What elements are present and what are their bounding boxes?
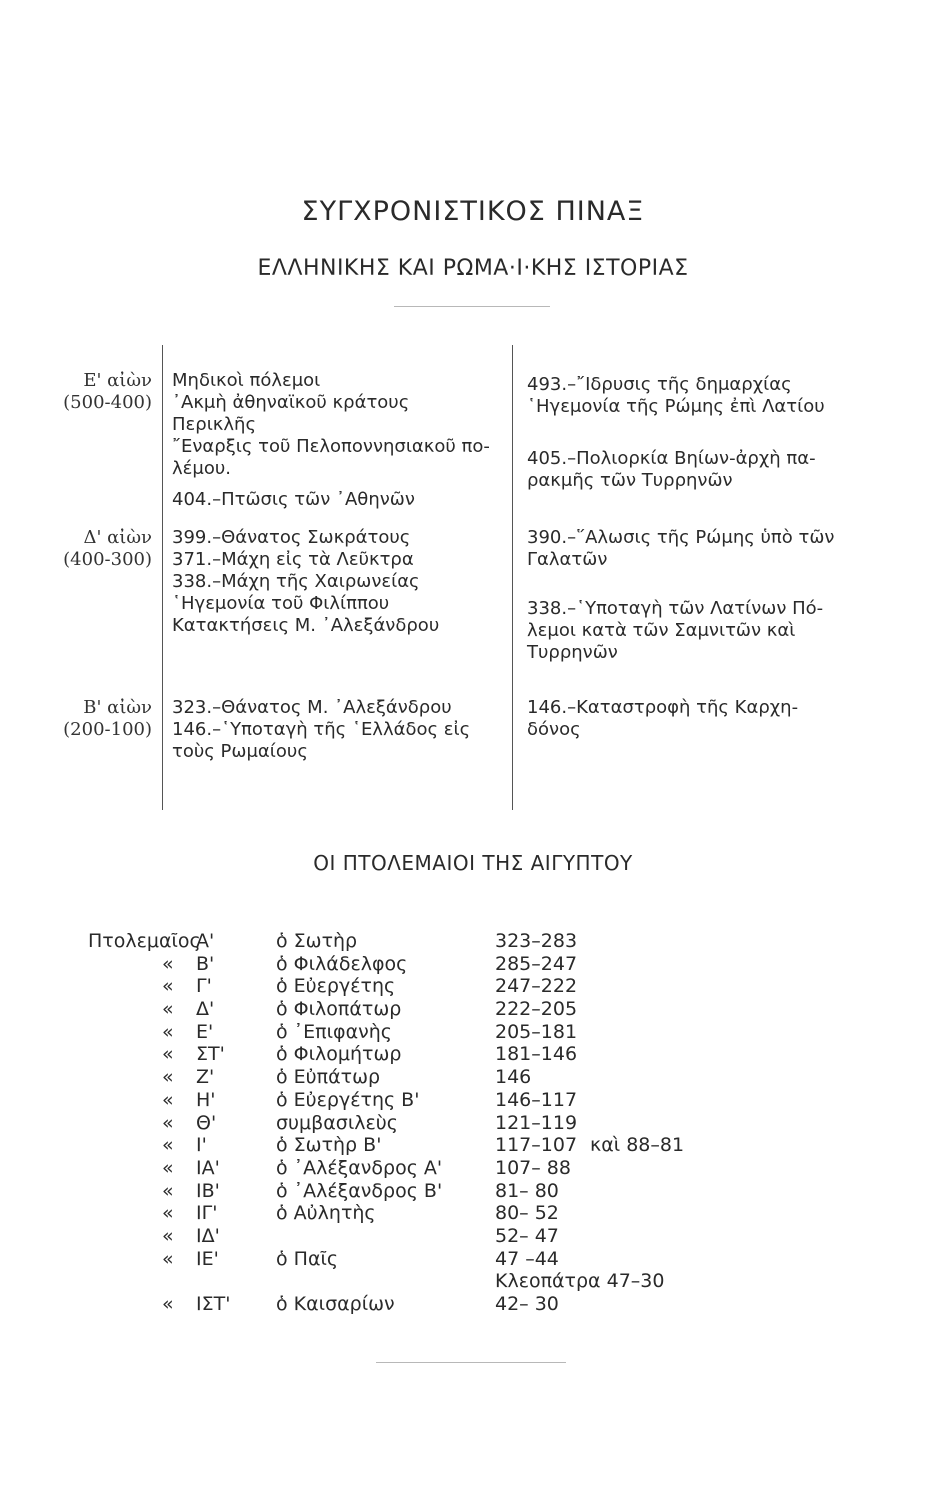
roman-history-line: ῾Ηγεμονία τῆς Ρώμης ἐπὶ Λατίου	[527, 396, 825, 417]
era-line: (500-400)	[63, 392, 152, 413]
ptolemy-epithet: ὁ Καισαρίων	[276, 1293, 395, 1315]
ptolemy-years: 47 –44	[495, 1247, 559, 1270]
ptolemy-years: 121–119	[495, 1111, 578, 1134]
greek-history-line: 371.–Μάχη εἰς τὰ Λεῦκτρα	[172, 549, 414, 570]
ptolemy-epithet: ὁ Αὐλητὴς	[276, 1202, 376, 1225]
greek-history-line: 146.–῾Υποταγὴ τῆς ῾Ελλάδος εἰς	[172, 719, 471, 740]
roman-history-line: ρακμῆς τῶν Τυρρηνῶν	[527, 470, 733, 491]
ditto-mark: «	[162, 1224, 174, 1247]
ptolemy-number: ΙΑ'	[196, 1156, 220, 1179]
ptolemy-number: Γ'	[196, 975, 212, 998]
greek-history-line: τοὺς Ρωμαίους	[172, 741, 308, 762]
ptolemy-years: 146–117	[495, 1088, 578, 1111]
ptolemy-number: ΙΓ'	[196, 1202, 218, 1225]
ptolemy-number: ΙΣΤ'	[196, 1293, 231, 1315]
roman-history-entry	[527, 598, 867, 664]
ptolemy-epithet: συμβασιλεὺς	[276, 1111, 398, 1134]
ptolemy-row	[0, 1043, 946, 1066]
ptolemy-epithet: ὁ Εὐπάτωρ	[276, 1066, 381, 1089]
roman-history-line: 390.–῞Αλωσις τῆς Ρώμης ὑπὸ τῶν	[527, 527, 835, 548]
greek-history-line: ῎Εναρξις τοῦ Πελοποννησιακοῦ πο-	[172, 436, 490, 457]
greek-history-line: λέμου.	[172, 458, 231, 479]
ditto-mark: «	[162, 998, 174, 1021]
ptolemy-row	[0, 1225, 946, 1248]
ptolemy-epithet: ὁ ᾿Επιφανὴς	[276, 1020, 392, 1043]
greek-history-line: ᾿Ακμὴ ἀθηναϊκοῦ κράτους	[172, 392, 410, 413]
ptolemy-years: 80– 52	[495, 1202, 559, 1225]
ditto-mark: «	[162, 1043, 174, 1066]
ditto-mark: «	[162, 1088, 174, 1111]
ptolemy-number: ΣΤ'	[196, 1043, 225, 1066]
greek-history-line: 323.–Θάνατος Μ. ᾿Αλεξάνδρου	[172, 697, 452, 718]
greek-history-entry	[172, 370, 508, 436]
ptolemy-row	[0, 1270, 946, 1293]
ptolemy-number: Β'	[196, 952, 215, 975]
roman-history-line: 493.–῎Ιδρυσις τῆς δημαρχίας	[527, 374, 792, 395]
ditto-mark: «	[162, 1202, 174, 1225]
ditto-mark: «	[162, 952, 174, 975]
ptolemy-row	[0, 1293, 946, 1316]
roman-history-line: 146.–Καταστροφὴ τῆς Καρχη-	[527, 697, 799, 718]
ptolemy-years: 42– 30	[495, 1293, 559, 1315]
greek-history-entry	[172, 527, 508, 637]
ptolemy-row	[0, 1180, 946, 1203]
roman-history-entry	[527, 697, 867, 741]
ptolemies-list	[0, 930, 946, 1316]
ptolemy-row	[0, 1134, 946, 1157]
ptolemy-number: Δ'	[196, 998, 215, 1021]
roman-history-line: δόνος	[527, 719, 581, 740]
ptolemy-number: ΙΒ'	[196, 1179, 220, 1202]
era-label	[40, 370, 152, 414]
ptolemy-number: ΙΕ'	[196, 1247, 219, 1270]
ptolemy-row	[0, 1248, 946, 1271]
ptolemy-years: 81– 80	[495, 1179, 559, 1202]
bottom-divider	[376, 1362, 566, 1363]
roman-history-line: 405.–Πολιορκία Βηίων-ἀρχὴ πα-	[527, 448, 816, 469]
roman-history-line: Γαλατῶν	[527, 549, 608, 570]
roman-history-line: λεμοι κατὰ τῶν Σαμνιτῶν καὶ	[527, 620, 796, 641]
ditto-mark: «	[162, 1156, 174, 1179]
ptolemy-epithet: ὁ Εὐεργέτης	[276, 975, 396, 998]
ptolemy-row	[0, 998, 946, 1021]
ptolemy-row	[0, 1157, 946, 1180]
ptolemy-years: 247–222	[495, 975, 578, 998]
table-left-divider	[162, 345, 163, 810]
ptolemy-row	[0, 1112, 946, 1135]
roman-history-entry	[527, 374, 867, 418]
era-label	[40, 697, 152, 741]
ptolemy-number: Ζ'	[196, 1066, 215, 1089]
ptolemy-number: ΙΔ'	[196, 1224, 220, 1247]
era-line: Ε' αἰὼν	[83, 370, 152, 391]
ptolemy-number: Α'	[196, 930, 215, 952]
title-divider	[394, 306, 550, 307]
ptolemy-name: Πτολεμαῖος	[88, 930, 201, 952]
era-line: Δ' αἰὼν	[83, 527, 152, 548]
ditto-mark: «	[162, 1020, 174, 1043]
era-line: (400-300)	[63, 549, 152, 570]
greek-history-line: 404.–Πτῶσις τῶν ᾿Αθηνῶν	[172, 489, 415, 510]
ptolemy-years: 323–283	[495, 930, 578, 952]
ptolemy-row	[0, 975, 946, 998]
ptolemy-years: 285–247	[495, 952, 578, 975]
ptolemy-years: 181–146	[495, 1043, 578, 1066]
ptolemy-years: 52– 47	[495, 1224, 559, 1247]
ptolemy-number: Ι'	[196, 1134, 207, 1157]
ptolemy-row	[0, 1089, 946, 1112]
ptolemy-epithet: ὁ Φιλάδελφος	[276, 952, 408, 975]
page-subtitle: ΕΛΛΗΝΙΚΗΣ ΚΑΙ ΡΩΜΑ·Ι·ΚΗΣ ΙΣΤΟΡΙΑΣ	[257, 256, 689, 281]
ditto-mark: «	[162, 1134, 174, 1157]
ptolemy-number: Θ'	[196, 1111, 217, 1134]
ptolemy-row	[0, 1021, 946, 1044]
ditto-mark: «	[162, 1066, 174, 1089]
ptolemy-years: 205–181	[495, 1020, 578, 1043]
era-line: Β' αἰὼν	[83, 697, 152, 718]
ptolemy-number: Η'	[196, 1088, 216, 1111]
greek-history-line: ῾Ηγεμονία τοῦ Φιλίππου	[172, 593, 390, 614]
ptolemy-epithet: ὁ Παῖς	[276, 1247, 339, 1270]
ptolemy-epithet: ὁ Φιλομήτωρ	[276, 1043, 402, 1066]
roman-history-line: 338.–῾Υποταγὴ τῶν Λατίνων Πό-	[527, 598, 824, 619]
ptolemy-years: 222–205	[495, 998, 578, 1021]
ptolemy-row	[0, 1066, 946, 1089]
greek-history-line: Κατακτήσεις Μ. ᾿Αλεξάνδρου	[172, 615, 440, 636]
ptolemy-number: Ε'	[196, 1020, 214, 1043]
table-middle-divider	[512, 345, 513, 810]
greek-history-line: Περικλῆς	[172, 414, 257, 435]
era-label	[40, 527, 152, 571]
ptolemy-epithet: ὁ ᾿Αλέξανδρος Α'	[276, 1156, 443, 1179]
page-title: ΣΥΓΧΡΟΝΙΣΤΙΚΟΣ ΠΙΝΑΞ	[301, 196, 645, 227]
greek-history-line: Μηδικοὶ πόλεμοι	[172, 370, 321, 391]
ptolemy-epithet: ὁ Εὐεργέτης Β'	[276, 1088, 420, 1111]
ptolemy-epithet: ὁ Φιλοπάτωρ	[276, 998, 402, 1021]
ptolemy-epithet: ὁ ᾿Αλέξανδρος Β'	[276, 1179, 443, 1202]
ditto-mark: «	[162, 975, 174, 998]
ptolemy-years: 107– 88	[495, 1156, 571, 1179]
ditto-mark: «	[162, 1111, 174, 1134]
ptolemy-years: Κλεοπάτρα 47–30	[495, 1270, 665, 1293]
era-line: (200-100)	[63, 719, 152, 740]
roman-history-entry	[527, 527, 867, 571]
ptolemies-title: ΟΙ ΠΤΟΛΕΜΑΙΟΙ ΤΗΣ ΑΙΓΥΠΤΟΥ	[313, 851, 633, 875]
ptolemy-years-extra: καὶ 88–81	[590, 1134, 685, 1157]
roman-history-line: Τυρρηνῶν	[527, 642, 618, 663]
greek-history-entry	[172, 436, 508, 480]
ptolemy-row	[0, 953, 946, 976]
roman-history-entry	[527, 448, 867, 492]
ptolemy-epithet: ὁ Σωτὴρ	[276, 930, 358, 952]
greek-history-line: 338.–Μάχη τῆς Χαιρωνείας	[172, 571, 420, 592]
ptolemy-row	[0, 930, 946, 953]
ptolemy-row	[0, 1202, 946, 1225]
ditto-mark: «	[162, 1247, 174, 1270]
greek-history-entry	[172, 697, 508, 763]
greek-history-line: 399.–Θάνατος Σωκράτους	[172, 527, 411, 548]
ptolemy-epithet: ὁ Σωτὴρ Β'	[276, 1134, 382, 1157]
greek-history-entry	[172, 489, 508, 511]
ditto-mark: «	[162, 1179, 174, 1202]
ditto-mark: «	[162, 1293, 174, 1315]
ptolemy-years: 117–107	[495, 1134, 578, 1157]
ptolemy-years: 146	[495, 1066, 532, 1089]
